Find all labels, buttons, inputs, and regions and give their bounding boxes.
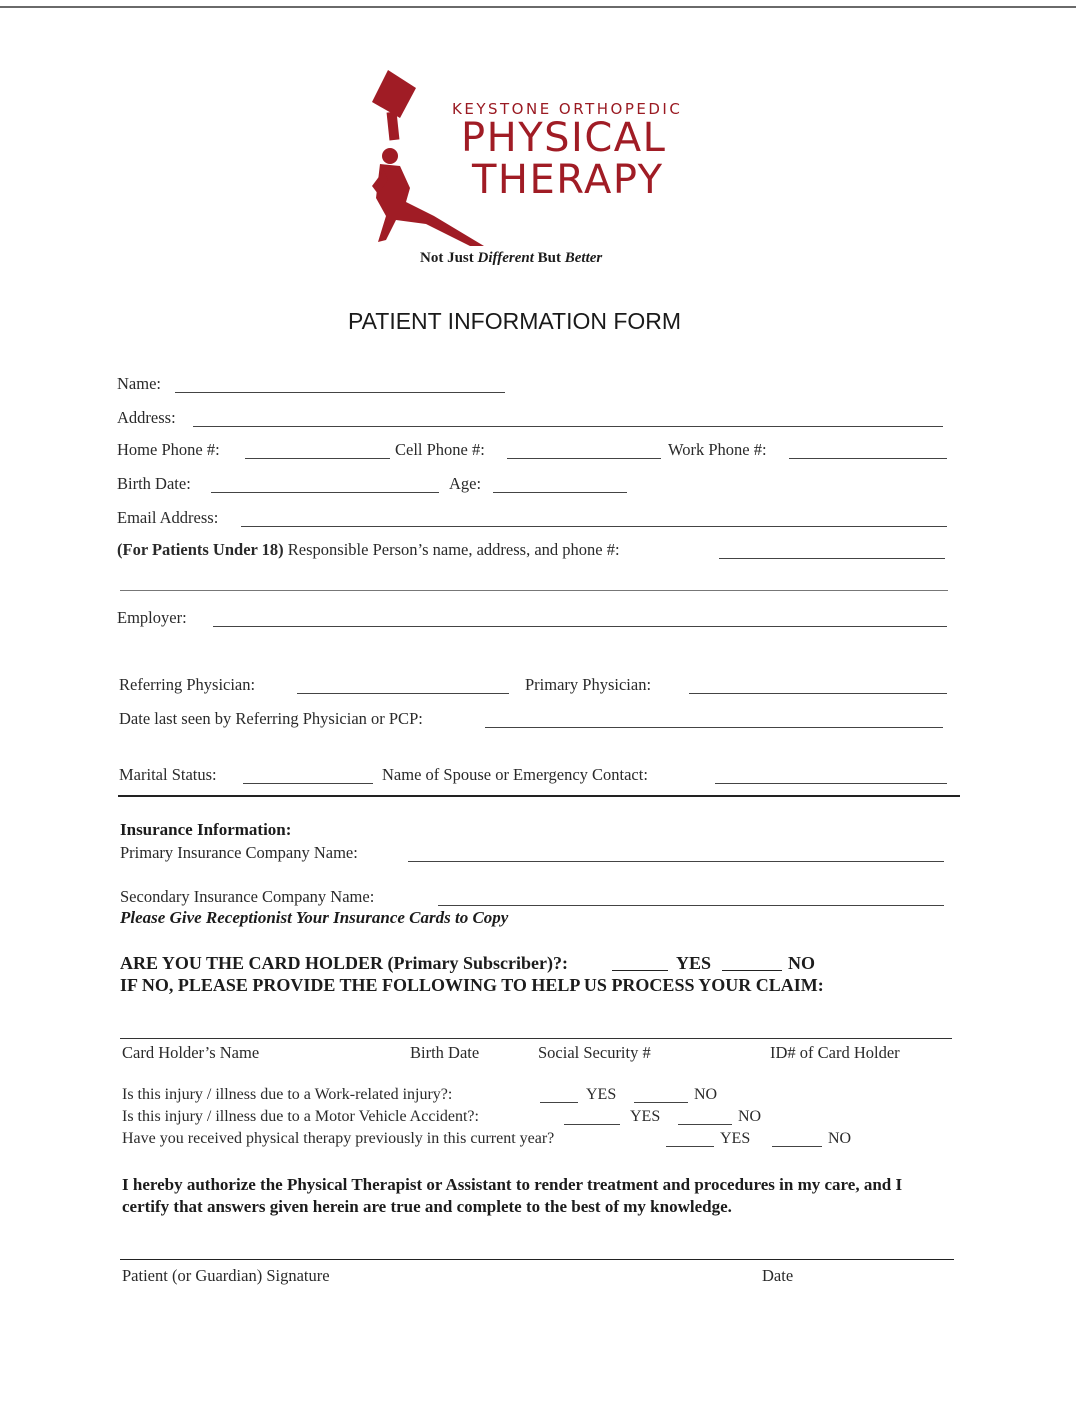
col-id-card-holder: ID# of Card Holder <box>770 1043 900 1062</box>
work-injury-yes-field[interactable] <box>540 1102 578 1103</box>
address-field[interactable] <box>193 426 943 427</box>
email-field[interactable] <box>241 526 947 527</box>
work-injury-no-label: NO <box>694 1086 718 1103</box>
section-divider <box>118 795 960 797</box>
cell-phone-field[interactable] <box>507 458 661 459</box>
secondary-insurance-label: Secondary Insurance Company Name: <box>120 887 375 906</box>
prior-therapy-yes-field[interactable] <box>666 1146 714 1147</box>
prior-therapy-no-label: NO <box>828 1130 852 1147</box>
work-injury-question: Is this injury / illness due to a Work-related injury?: <box>122 1086 453 1103</box>
col-card-holder-name: Card Holder’s Name <box>122 1043 260 1062</box>
birth-date-label: Birth Date: <box>117 474 191 493</box>
brand-small-text: KEYSTONE ORTHOPEDIC <box>452 100 683 118</box>
card-holder-no-field[interactable] <box>722 970 782 971</box>
email-label: Email Address: <box>117 508 219 527</box>
primary-insurance-field[interactable] <box>408 861 944 862</box>
authorization-statement: I hereby authorize the Physical Therapist or Assistant to render treatment and procedures in my care, and I certify that answers given herein are true and complete to the best of my knowledge. <box>122 1175 903 1216</box>
address-label: Address: <box>117 408 176 427</box>
motor-vehicle-yes-field[interactable] <box>564 1124 620 1125</box>
employer-label: Employer: <box>117 608 187 627</box>
work-injury-no-field[interactable] <box>634 1102 688 1103</box>
secondary-insurance-field[interactable] <box>438 905 944 906</box>
card-holder-info-field[interactable] <box>120 1038 952 1039</box>
birth-date-field[interactable] <box>211 492 439 493</box>
date-last-seen-label: Date last seen by Referring Physician or PCP: <box>119 709 423 728</box>
prior-therapy-yes-label: YES <box>720 1130 751 1147</box>
cell-phone-label: Cell Phone #: <box>395 440 485 459</box>
if-no-instruction: IF NO, PLEASE PROVIDE THE FOLLOWING TO HELP US PROCESS YOUR CLAIM: <box>120 975 824 995</box>
age-label: Age: <box>449 474 482 493</box>
marital-status-field[interactable] <box>243 783 373 784</box>
marital-status-label: Marital Status: <box>119 765 217 784</box>
home-phone-label: Home Phone #: <box>117 440 220 459</box>
card-holder-yes-label: YES <box>676 953 712 973</box>
responsible-person-field[interactable] <box>719 558 945 559</box>
insurance-cards-note: Please Give Receptionist Your Insurance Cards to Copy <box>120 908 509 927</box>
employer-field[interactable] <box>213 626 947 627</box>
card-holder-yes-field[interactable] <box>612 970 668 971</box>
insurance-heading: Insurance Information: <box>120 820 292 839</box>
prior-therapy-no-field[interactable] <box>772 1146 822 1147</box>
motor-vehicle-question: Is this injury / illness due to a Motor Vehicle Accident?: <box>122 1108 479 1125</box>
prior-therapy-question: Have you received physical therapy previously in this current year? <box>122 1130 555 1147</box>
work-phone-label: Work Phone #: <box>668 440 767 459</box>
home-phone-field[interactable] <box>245 458 390 459</box>
card-holder-no-label: NO <box>788 953 815 973</box>
referring-physician-label: Referring Physician: <box>119 675 256 694</box>
work-phone-field[interactable] <box>789 458 947 459</box>
col-social-security: Social Security # <box>538 1043 651 1062</box>
age-field[interactable] <box>493 492 627 493</box>
spouse-label: Name of Spouse or Emergency Contact: <box>382 765 648 784</box>
primary-insurance-label: Primary Insurance Company Name: <box>120 843 358 862</box>
referring-physician-field[interactable] <box>297 693 509 694</box>
motor-vehicle-no-label: NO <box>738 1108 762 1125</box>
date-last-seen-field[interactable] <box>485 727 943 728</box>
tagline: Not Just Different But Better <box>420 250 603 266</box>
card-holder-question: ARE YOU THE CARD HOLDER (Primary Subscriber)?: <box>120 953 568 973</box>
signature-label: Patient (or Guardian) Signature <box>122 1266 330 1285</box>
motor-vehicle-no-field[interactable] <box>678 1124 732 1125</box>
primary-physician-field[interactable] <box>689 693 947 694</box>
col-birth-date: Birth Date <box>410 1043 480 1062</box>
primary-physician-label: Primary Physician: <box>525 675 652 694</box>
page-title: PATIENT INFORMATION FORM <box>348 308 682 334</box>
signature-field[interactable] <box>120 1259 954 1260</box>
minor-label: (For Patients Under 18) Responsible Person’s name, address, and phone #: <box>117 540 620 559</box>
brand-physical-text: PHYSICAL <box>461 115 667 161</box>
work-injury-yes-label: YES <box>586 1086 617 1103</box>
name-label: Name: <box>117 374 161 393</box>
spouse-field[interactable] <box>715 783 947 784</box>
name-field[interactable] <box>175 392 505 393</box>
motor-vehicle-yes-label: YES <box>630 1108 661 1125</box>
top-scan-line <box>0 6 1076 8</box>
brand-therapy-text: THERAPY <box>472 157 664 203</box>
date-label: Date <box>762 1266 794 1285</box>
responsible-person-field-line2[interactable] <box>120 590 948 591</box>
